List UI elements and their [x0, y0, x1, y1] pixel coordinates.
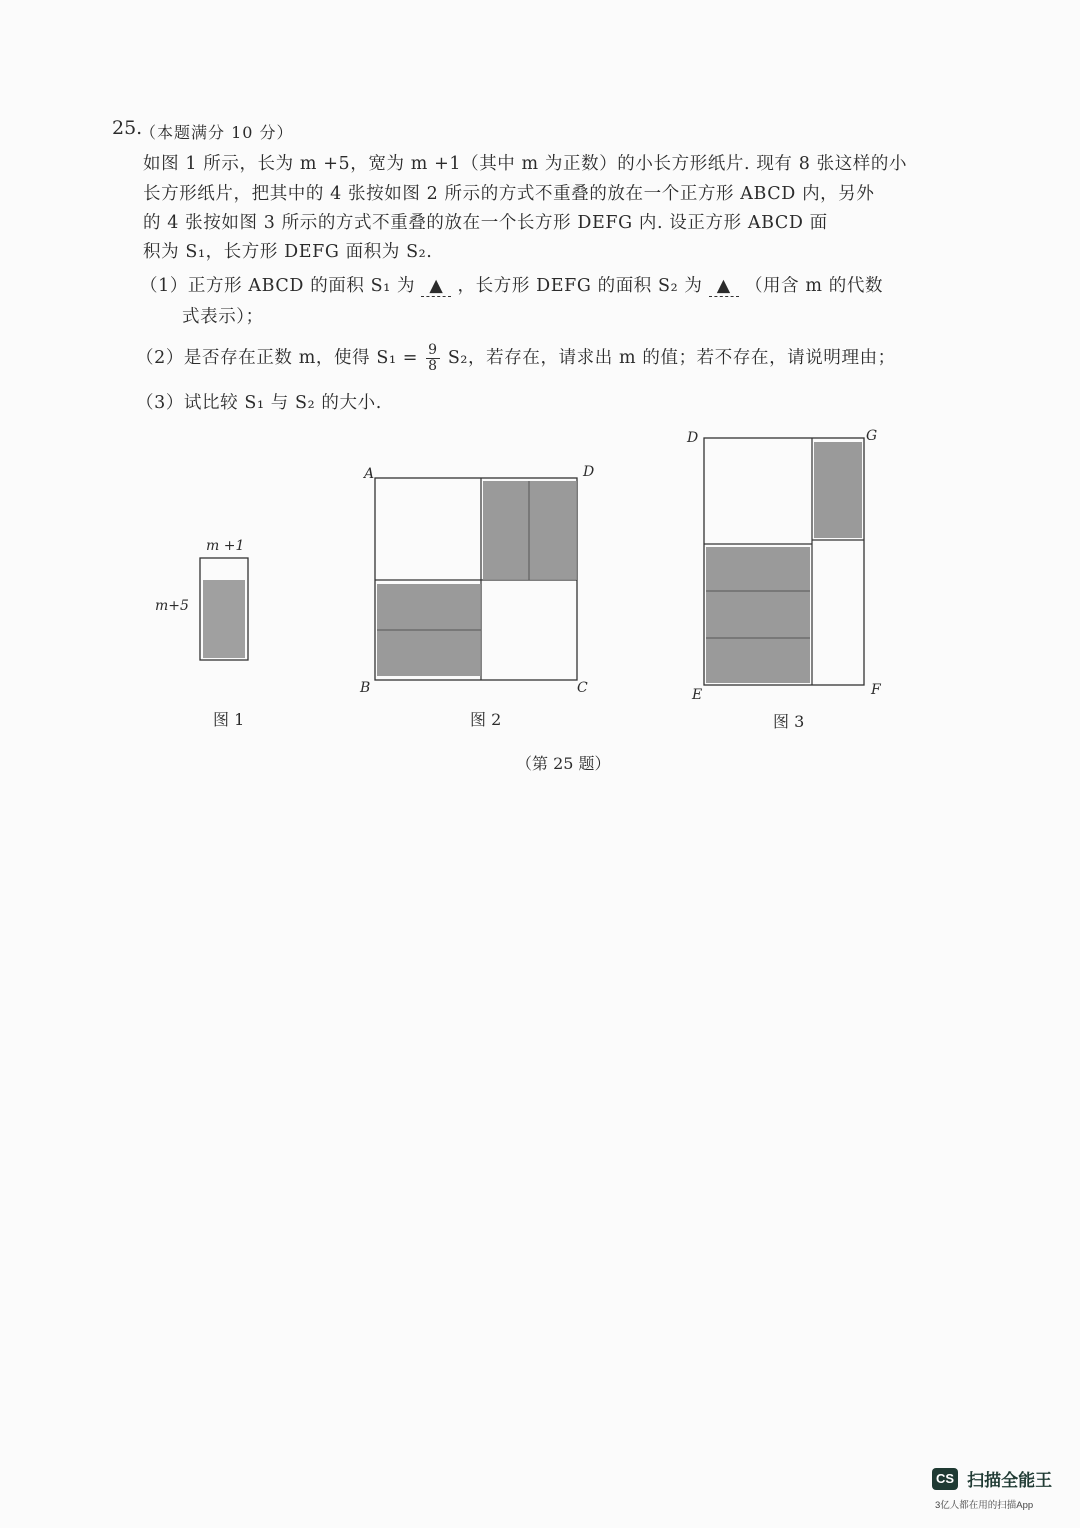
part-1-text-c: （用含 m 的代数	[744, 276, 884, 296]
part-2-text-a: （2）是否存在正数 m，使得 S₁ =	[136, 348, 418, 368]
fig3-tile-top-right	[814, 442, 862, 538]
intro-line-1: 如图 1 所示，长为 m +5，宽为 m +1（其中 m 为正数）的小长方形纸片. 现有 8 张这样的小	[143, 154, 908, 174]
question-number: 25.	[112, 117, 143, 139]
figure-1-caption: 图 1	[213, 710, 245, 729]
scanner-app-name: 扫描全能王	[967, 1471, 1053, 1490]
fig2-label-a: A	[364, 466, 375, 482]
scanner-tagline: 3亿人都在用的扫描App	[935, 1500, 1034, 1511]
fig1-width-label: m +1	[206, 538, 245, 554]
fig3-label-e: E	[692, 687, 703, 703]
fig3-label-f: F	[871, 682, 881, 698]
fig3-tiles-left	[706, 547, 810, 683]
figure-1	[200, 558, 248, 660]
figure-2-caption: 图 2	[470, 710, 502, 729]
fig1-length-label: m+5	[155, 598, 189, 614]
answer-blank-2: ▲	[709, 276, 739, 297]
part-1-continued: 式表示）；	[182, 307, 264, 327]
question-caption: （第 25 题）	[516, 754, 611, 773]
question-score: （本题满分 10 分）	[140, 123, 294, 142]
answer-blank-1: ▲	[421, 276, 451, 297]
fraction-denominator: 8	[428, 358, 438, 374]
part-2-text-b: S₂，若存在，请求出 m 的值；若不存在，请说明理由；	[447, 348, 896, 368]
fraction-numerator: 9	[428, 342, 438, 358]
part-3: （3）试比较 S₁ 与 S₂ 的大小.	[136, 393, 382, 413]
fig2-label-d: D	[583, 464, 595, 480]
part-1-text-a: （1）正方形 ABCD 的面积 S₁ 为	[140, 276, 416, 296]
figure-3-caption: 图 3	[773, 712, 805, 731]
fig2-label-c: C	[577, 680, 588, 696]
fig2-tile-top-right	[483, 481, 577, 580]
fig1-rect-shade	[203, 580, 245, 658]
figure-3	[704, 438, 864, 685]
part-1-text-b: ，长方形 DEFG 的面积 S₂ 为	[457, 276, 703, 296]
scanner-watermark	[932, 1466, 1052, 1491]
fig3-label-d: D	[687, 430, 699, 446]
fig3-label-g: G	[866, 428, 878, 444]
intro-line-2: 长方形纸片，把其中的 4 张按如图 2 所示的方式不重叠的放在一个正方形 ABCD 内，另外	[143, 184, 875, 204]
intro-line-3: 的 4 张按如图 3 所示的方式不重叠的放在一个长方形 DEFG 内. 设正方形 ABCD 面	[143, 213, 828, 233]
figure-2	[375, 478, 577, 680]
intro-line-4: 积为 S₁，长方形 DEFG 面积为 S₂.	[143, 242, 433, 262]
cs-logo-icon: CS	[932, 1468, 958, 1490]
fig2-label-b: B	[360, 680, 371, 696]
